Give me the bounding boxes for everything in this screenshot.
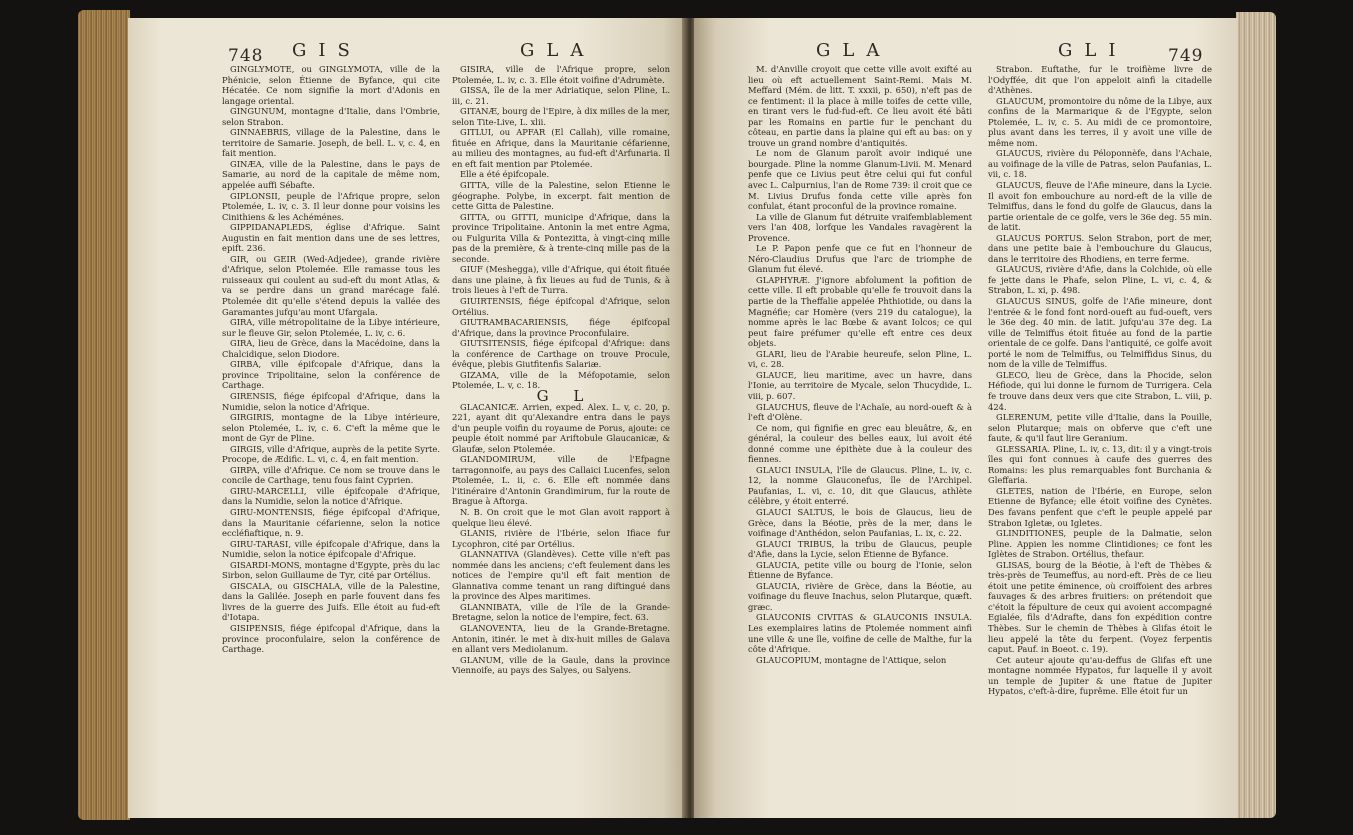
left-column-1 <box>222 64 440 655</box>
right-folio: 749 <box>1168 46 1204 66</box>
dictionary-entry: GLAUCE, lieu maritime, avec un havre, dans l'Ionie, au territoire de Mycale, selon Thucydide, L. viii, p. 607. <box>748 369 972 401</box>
left-col2-running-head: GLA <box>520 40 596 61</box>
dictionary-entry: GIUTRAMBACARIENSIS, fiége épifcopal d'Afrique, dans la province Proconfulaire. <box>452 317 670 338</box>
dictionary-entry: GIRU-MONTENSIS, fiége épifcopal d'Afrique, dans la Mauritanie céfarienne, selon la notice eccléfiaftique, n. 9. <box>222 506 440 539</box>
dictionary-entry: GLAUCUS, rivière du Péloponnèfe, dans l'Achaie, au voifinage de la ville de Patras, selon Paufanias, L. vii, c. 18. <box>988 148 1212 180</box>
dictionary-entry: GLAUCUS PORTUS. Selon Strabon, port de mer, dans une petite baie à l'embouchure du Glaucus, dans le territoire des Rhodiens, en terre ferme. <box>988 232 1212 264</box>
dictionary-entry: GLACANICÆ. Arrien, exped. Alex. L. v, c. 20, p. 221, ayant dit qu'Alexandre entra dans le pays d'un peuple voifin du royaume de Porus, ajoute: ce peuple étoit nommé par Ariftobule Glaucanicæ, & Glaufæ, selon Ptolemée. <box>452 401 670 454</box>
dictionary-entry: GITLUI, ou APFAR (El Callah), ville romaine, fituée en Afrique, dans la Mauritanie céfarienne, au milieu des montagnes, au fud-eft d'Arfunaria. Il en eft fait mention par Ptolemée. <box>452 127 670 169</box>
dictionary-entry: GIRA, lieu de Grèce, dans la Macédoine, dans la Chalcidique, selon Diodore. <box>222 338 440 359</box>
dictionary-entry: Elle a été épifcopale. <box>460 169 550 180</box>
right-running-head-right: GLI <box>1058 40 1128 61</box>
dictionary-entry: GIRA, ville métropolitaine de la Libye intérieure, sur le fleuve Gir, selon Ptolemée, L. iv, c. 6. <box>222 317 440 338</box>
dictionary-entry: GLARI, lieu de l'Arabie heureufe, selon Pline, L. vi, c. 28. <box>748 348 972 370</box>
left-column-2-entries-b <box>452 402 670 676</box>
dictionary-entry: Cet auteur ajoute qu'au-deffus de Glifas eft une montagne nommée Hypatos, fur laquelle il y avoit un temple de Jupiter & une ftatue de Jupiter Hypatos, c'eft-à-dire, fuprême. Elle étoit fur un <box>988 654 1212 697</box>
dictionary-entry: GIRGIS, ville d'Afrique, auprès de la petite Syrte. Procope, de Ædific. L. vi, c. 4, en fait mention. <box>222 443 440 465</box>
dictionary-entry: GIRENSIS, fiége épifcopal d'Afrique, dans la Numidie, selon la notice d'Afrique. <box>222 390 440 412</box>
dictionary-entry: GIUF (Meshegga), ville d'Afrique, qui étoit fituée dans une plaine, à fix lieues au fud de Tunis, & à trois lieues à l'eft de Turra. <box>452 264 670 296</box>
dictionary-entry: La ville de Glanum fut détruite vraifemblablement vers l'an 408, lorfque les Vandales ravagèrent la Provence. <box>748 211 972 243</box>
right-running-head-left: GLA <box>816 40 892 61</box>
dictionary-entry: GIRPA, ville d'Afrique. Ce nom se trouve dans le concile de Carthage, tenu fous faint Cyprien. <box>222 464 440 486</box>
dictionary-entry: GLAUCOPIUM, montagne de l'Attique, selon <box>756 654 947 665</box>
dictionary-entry: GINGLYMOTE, ou GINGLYMOTA, ville de la Phénicie, selon Étienne de Byfance, qui cite Hécatée. Ce nom signifie la mort d'Adonis en langage oriental. <box>222 64 440 106</box>
dictionary-entry: GLANNATIVA (Glandèves). Cette ville n'eft pas nommée dans les anciens; c'eft feulement dans les notices de l'empire qu'il eft fait mention de Glannativa comme tenant un rang diftingué dans la province des Alpes maritimes. <box>452 549 670 602</box>
right-column-2 <box>988 64 1212 697</box>
dictionary-entry: GLAUCUS SINUS, golfe de l'Afie mineure, dont l'entrée & le fond font nord-oueft au fud-oueft, vers le 36e deg. 40 min. de latit. jufqu'au 37e deg. La ville de Telmiffus étoit fituée au fond de la partie orientale de ce golfe. Dans l'antiquité, ce golfe avoit porté le nom de Telmiffus, ou Telmiffidus Sinus, du nom de la ville de Telmiffus. <box>988 296 1212 370</box>
left-column-2-entries-a <box>452 64 670 391</box>
dictionary-entry: GITANÆ, bourg de l'Epire, à dix milles de la mer, selon Tite-Live, L. xlii. <box>452 106 670 127</box>
dictionary-entry: GLAUCIA, rivière de Grèce, dans la Béotie, au voifinage du fleuve Inachus, selon Plutarque, quæft. græc. <box>748 580 972 612</box>
section-heading-gl: G L <box>536 386 594 405</box>
dictionary-entry: GINNAEBRIS, village de la Palestine, dans le territoire de Samarie. Joseph, de bell. L. v, c. 4, en fait mention. <box>222 127 440 159</box>
dictionary-entry: GIZAMA, ville de la Méfopotamie, selon Ptolemée, L. v, c. 18. <box>452 369 670 391</box>
dictionary-entry: GLETES, nation de l'Ibérie, en Europe, selon Etienne de Byfance; elle étoit voifine des Cynètes. Des favans penfent que c'eft le peuple appelé par Strabon Igletæ, ou Igletes. <box>988 485 1212 528</box>
left-running-head: GIS <box>292 40 362 61</box>
dictionary-entry: Strabon. Euftathe, fur le troifième livre de l'Odyffée, dit que l'on appeloit ainfi la citadelle d'Athènes. <box>988 64 1212 96</box>
dictionary-entry: GISIPENSIS, fiége épifcopal d'Afrique, dans la province proconfulaire, selon la conférence de Carthage. <box>222 622 440 655</box>
dictionary-entry: GISIRA, ville de l'Afrique propre, selon Ptolemée, L. iv, c. 3. Elle étoit voifine d'Adrumète. <box>452 64 670 85</box>
dictionary-entry: GIRGIRIS, montagne de la Libye intérieure, selon Ptolemée, L. iv, c. 6. C'eft la même que le mont de Gyr de Pline. <box>222 412 440 444</box>
dictionary-entry: Le P. Papon penfe que ce fut en l'honneur de Néro-Claudius Drufus que l'arc de triomphe de Glanum fut élevé. <box>748 243 972 275</box>
dictionary-entry: GINÆA, ville de la Palestine, dans le pays de Samarie, au nord de la capitale de même nom, appelée auffi Sébafte. <box>222 158 440 191</box>
left-folio: 748 <box>228 46 264 66</box>
dictionary-entry: N. B. On croit que le mot Glan avoit rapport à quelque lieu élevé. <box>452 506 670 528</box>
dictionary-entry: GLAUCUS, rivière d'Afie, dans la Colchide, où elle fe jette dans le Phafe, selon Pline, L. vi, c. 4, & Strabon, L. xi, p. 498. <box>988 264 1212 296</box>
dictionary-entry: GITTA, ou GITTI, municipe d'Afrique, dans la province Tripolitaine. Antonin la met entre Agma, ou Fulgurita Villa & Pontezitta, à vingt-cinq mille pas de la première, & à trente-cinq mille pas de la seconde. <box>452 211 670 264</box>
dictionary-entry: GLAUCI INSULA, l'île de Glaucus. Pline, L. iv, c. 12, la nomme Glauconefus, île de l'Archipel. Paufanias, L. vi, c. 10, dit que Glaucus, athlète célèbre, y étoit enterré. <box>748 464 972 507</box>
dictionary-entry: GIPPIDANAPLEDS, église d'Afrique. Saint Augustin en fait mention dans une de ses lettres, epift. 236. <box>222 222 440 254</box>
dictionary-entry: GINGUNUM, montagne d'Italie, dans l'Ombrie, selon Strabon. <box>222 106 440 127</box>
dictionary-entry: GLAUCUM, promontoire du nôme de la Libye, aux confins de la Marmarique & de l'Egypte, selon Ptolemée, L. iv, c. 5. Au midi de ce promontoire, plus avant dans les terres, il y avoit une ville de même nom. <box>988 95 1212 148</box>
right-column-1 <box>748 64 972 665</box>
dictionary-entry: GIR, ou GEIR (Wed-Adjedee), grande rivière d'Afrique, selon Ptolemée. Elle ramasse tous les ruisseaux qui coulent au sud-eft du mont Atlas, & va se perdre dans un grand marécage falé. Ptolemée dit qu'elle s'étend depuis la vallée des Garamantes jufqu'au mont Ufargala. <box>222 253 440 317</box>
dictionary-entry: GLERENUM, petite ville d'Italie, dans la Pouille, selon Plutarque; mais on obferve que c'eft une faute, & qu'il faut lire Geranium. <box>988 412 1212 444</box>
dictionary-entry: GLANDOMIRUM, ville de l'Efpagne tarragonnoife, au pays des Callaici Lucenfes, selon Ptolemée, L. ii, c. 6. Elle eft nommée dans l'itinéraire d'Antonin Grandimirum, fur la route de Brague à Aftorga. <box>452 454 670 507</box>
dictionary-entry: GLANOVENTA, lieu de la Grande-Bretagne. Antonin, itinér. le met à dix-huit milles de Galava en allant vers Mediolanum. <box>452 622 670 655</box>
dictionary-entry: GLESSARIA. Pline, L. iv, c. 13, dit: il y a vingt-trois îles qui font connues à caufe des guerres des Romains: les plus remarquables font Burchania & Gleffaria. <box>988 443 1212 486</box>
dictionary-entry: GLAUCONIS CIVITAS & GLAUCONIS INSULA. Les exemplaires latins de Ptolemée nomment ainfi une ville & une île, voifine de celle de Malthe, fur la côte d'Afrique. <box>748 612 972 655</box>
dictionary-entry: GIRBA, ville épifcopale d'Afrique, dans la province Tripolitaine, selon la conférence de Carthage. <box>222 359 440 391</box>
dictionary-entry: GLAUCI SALTUS, le bois de Glaucus, lieu de Grèce, dans la Béotie, près de la mer, dans le voifinage d'Anthédon, selon Paufanias, L. ix, c. 22. <box>748 506 972 539</box>
left-column-2 <box>452 64 670 676</box>
dictionary-entry: GIUTSITENSIS, fiége épifcopal d'Afrique: dans la conférence de Carthage on trouve Procule, évêque, plebis Giutfitenfis Salariæ. <box>452 338 670 370</box>
left-page-edges <box>78 10 130 820</box>
dictionary-entry: GISSA, île de la mer Adriatique, selon Pline, L. iii, c. 21. <box>452 85 670 106</box>
dictionary-entry: GIUIRTENSIS, fiége épifcopal d'Afrique, selon Ortélius. <box>452 296 670 317</box>
dictionary-entry: GITTA, ville de la Palestine, selon Etienne le géographe. Polybe, in excerpt. fait mention de cette Gitta de Palestine. <box>452 180 670 212</box>
dictionary-entry: GIRU-TARASI, ville épifcopale d'Afrique, dans la Numidie, selon la notice épifcopale d'Afrique. <box>222 538 440 560</box>
dictionary-entry: GIPLONSII, peuple de l'Afrique propre, selon Ptolemée, L. iv, c. 3. Il leur donne pour voisins les Cinithiens & les Achéménes. <box>222 190 440 222</box>
dictionary-entry: M. d'Anville croyoit que cette ville avoit exifté au lieu où eft actuellement Saint-Remi. Mais M. Meffard (Mém. de litt. T. xxxii, p. 650), n'eft pas de ce fentiment: il la place à mille toifes de cette ville, en tirant vers le fud-fud-eft. Ce lieu avoit été bâti par les Romains en partie fur le penchant du côteau, en partie dans la plaine qui eft au bas: on y trouve un grand nombre d'antiquités. <box>748 64 972 148</box>
dictionary-entry: GLANUM, ville de la Gaule, dans la province Viennoife, au pays des Salyes, ou Salyens. <box>452 654 670 676</box>
dictionary-entry: GISARDI-MONS, montagne d'Egypte, près du lac Sirbon, selon Guillaume de Tyr, cité par Ortélius. <box>222 559 440 581</box>
dictionary-entry: GLAUCI TRIBUS, la tribu de Glaucus, peuple d'Afie, dans la Lycie, selon Étienne de Byfance. <box>748 538 972 560</box>
dictionary-entry: GLAUCIA, petite ville ou bourg de l'Ionie, selon Étienne de Byfance. <box>748 559 972 581</box>
dictionary-entry: GLANIS, rivière de l'Ibérie, selon Ifiace fur Lycophron, cité par Ortélius. <box>452 528 670 549</box>
dictionary-entry: Le nom de Glanum paroît avoir indiqué une bourgade. Pline la nomme Glanum-Livii. M. Menard penfe que ce Livius peut être celui qui fut conful avec L. Calpurnius, l'an de Rome 739: il croit que ce M. Livius Drufus fonda cette ville après fon confulat, étant proconful de la province romaine. <box>748 148 972 212</box>
dictionary-entry: GIRU-MARCELLI, ville épifcopale d'Afrique, dans la Numidie, selon la notice d'Afrique. <box>222 485 440 507</box>
right-page-edges <box>1236 12 1276 818</box>
dictionary-entry: GLISAS, bourg de la Béotie, à l'eft de Thèbes & très-près de Teumeffus, au nord-eft. Près de ce lieu étoit une petite éminence, où croiffoient des arbres fauvages & des arbres fruitiers: on prétendoit que c'étoit la fépulture de ceux qui avoient accompagné Egialée, fils d'Adrafte, dans fon expédition contre Thèbes. Sur le chemin de Thèbes à Glifas étoit le lieu appelé la tête du ferpent. (Voyez ferpentis caput. Pauf. in Boeot. c. 19). <box>988 559 1212 655</box>
dictionary-entry: GLECO, lieu de Grèce, dans la Phocide, selon Héfiode, qui lui donne le furnom de Turrigera. Cela fe trouve dans deux vers que cite Strabon, L. viii, p. 424. <box>988 369 1212 412</box>
dictionary-entry: GISCALA, ou GISCHALA, ville de la Palestine, dans la Galilée. Joseph en parle fouvent dans fes livres de la guerre des Juifs. Elle étoit au fud-eft d'Iotapa. <box>222 580 440 623</box>
dictionary-entry: GLAUCHUS, fleuve de l'Achaïe, au nord-oueft & à l'eft d'Olène. <box>748 401 972 423</box>
dictionary-entry: Ce nom, qui fignifie en grec eau bleuâtre, &, en général, la couleur des belles eaux, lui avoit été donné comme une épithète due à la couleur des fiennes. <box>748 422 972 465</box>
dictionary-entry: GLAUCUS, fleuve de l'Afie mineure, dans la Lycie. Il avoit fon embouchure au nord-eft de la ville de Telmiffus, dans le fond du golfe de Glaucus, dans la partie orientale de ce golfe, vers le 36e deg. 55 min. de latit. <box>988 180 1212 233</box>
dictionary-entry: GLANNIBATA, ville de l'île de la Grande-Bretagne, selon la notice de l'empire, fect. 63. <box>452 601 670 623</box>
dictionary-entry: GLAPHYRÆ. J'ignore abfolument la pofition de cette ville. Il eft probable qu'elle fe trouvoit dans la partie de la Theffalie appelée Phthiotide, ou dans la Magnéfie; car Homère (vers 219 du catalogue), la nomme après le lac Bœbe & avant Iolcos; ce qui peut faire préfumer qu'elle eft entre ces deux objets. <box>748 274 972 349</box>
dictionary-entry: GLINDITIONES, peuple de la Dalmatie, selon Pline. Appien les nomme Clintidiones; ce font les Iglètes de Strabon. Ortélius, thefaur. <box>988 528 1212 560</box>
